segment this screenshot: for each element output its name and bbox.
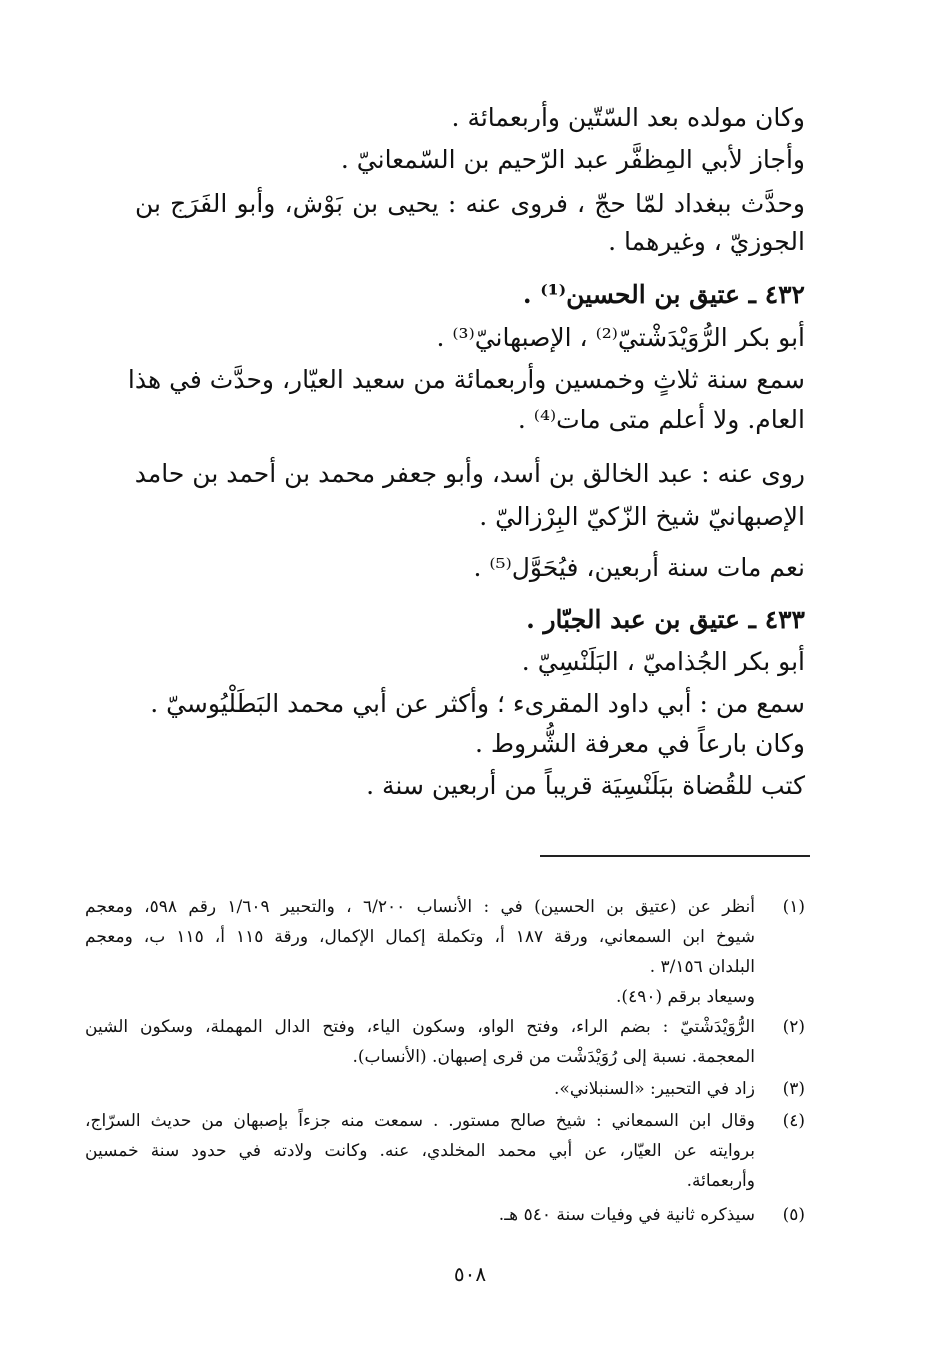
footnote-number: (٢) <box>782 1017 805 1037</box>
body-line: الجوزيّ ، وغيرهما . <box>608 227 805 256</box>
footnote-line: أنظر عن (عتيق بن الحسين) في : الأنساب ٦/٢٠٠ ، والتحبير ١/٦٠٩ رقم ٥٩٨، ومعجم <box>85 897 755 917</box>
entry-heading-433: ٤٣٣ ـ عتيق بن عبد الجبّار . <box>526 605 805 634</box>
body-line: وحدَّث ببغداد لمّا حجّ ، فروى عنه : يحيى بن بَوْش، وأبو الفَرَج بن <box>135 189 805 218</box>
body-line: روى عنه : عبد الخالق بن أسد، وأبو جعفر محمد بن أحمد بن حامد <box>134 459 805 488</box>
footnote-line: وأربعمائة. <box>686 1171 755 1191</box>
body-line: أبو بكر الرُّوَيْدَشْتيّ⁽²⁾ ، الإصبهانيّ⁽³⁾ . <box>436 323 805 352</box>
footnote-line: زاد في التحبير: «السنبلاني». <box>554 1079 755 1099</box>
footnote-line: وسيعاد برقم (٤٩٠). <box>616 987 755 1007</box>
footnote-line: وقال ابن السمعاني : شيخ صالح مستور. . سمعت منه جزءاً بإصبهان من حديث السرّاج، <box>85 1111 755 1131</box>
footnote-line: شيوخ ابن السمعاني، ورقة ١٨٧ أ، وتكملة إكمال الإكمال، ورقة ١١٥ أ، ١١٥ ب، ومعجم <box>85 927 755 947</box>
body-line: وكان بارعاً في معرفة الشُّروط . <box>474 729 805 758</box>
footnote-number: (١) <box>782 897 805 917</box>
footnote-line: المعجمة. نسبة إلى رُوَيْدَشْت من قرى إصبهان. (الأنساب). <box>352 1047 755 1067</box>
body-line: سمع من : أبي داود المقرىء ؛ وأكثر عن أبي محمد البَطَلْيُوسيّ . <box>150 689 805 718</box>
body-line: العام. ولا أعلم متى مات⁽⁴⁾ . <box>517 405 805 434</box>
footnote-line: سيذكره ثانية في وفيات سنة ٥٤٠ هـ. <box>498 1205 755 1225</box>
body-line: نعم مات سنة أربعين، فيُحَوَّل⁽⁵⁾ . <box>473 553 805 582</box>
body-line: الإصبهانيّ شيخ الزّكيّ البِرْزاليّ . <box>479 502 805 531</box>
body-line: وأجاز لأبي المِظفَّر عبد الرّحيم بن السّمعانيّ . <box>340 145 805 174</box>
page-number: ٥٠٨ <box>453 1262 487 1286</box>
entry-heading-432: ٤٣٢ ـ عتيق بن الحسين⁽¹⁾ . <box>522 280 805 309</box>
footnote-number: (٤) <box>782 1111 805 1131</box>
footnote-number: (٣) <box>782 1079 805 1099</box>
body-line: سمع سنة ثلاثٍ وخمسين وأربعمائة من سعيد العيّار، وحدَّث في هذا <box>127 365 805 394</box>
footnote-number: (٥) <box>782 1205 805 1225</box>
footnote-line: الرُّوَيْدَشْتيّ : بضم الراء، وفتح الواو، وسكون الياء، وفتح الدال المهملة، وسكون الشين <box>85 1017 755 1037</box>
footnote-divider <box>540 855 810 857</box>
footnote-line: بروايته عن العيّار، عن أبي محمد المخلدي، عنه. وكانت ولادته في حدود سنة خمسين <box>85 1141 755 1161</box>
body-line: أبو بكر الجُذاميّ ، البَلَنْسِيّ . <box>521 647 805 676</box>
body-line: وكان مولده بعد السّتّين وأربعمائة . <box>451 103 805 132</box>
footnote-line: البلدان ٣/١٥٦ . <box>649 957 755 977</box>
body-line: كتب للقُضاة ببَلَنْسِيَة قريباً من أربعين سنة . <box>366 771 805 800</box>
